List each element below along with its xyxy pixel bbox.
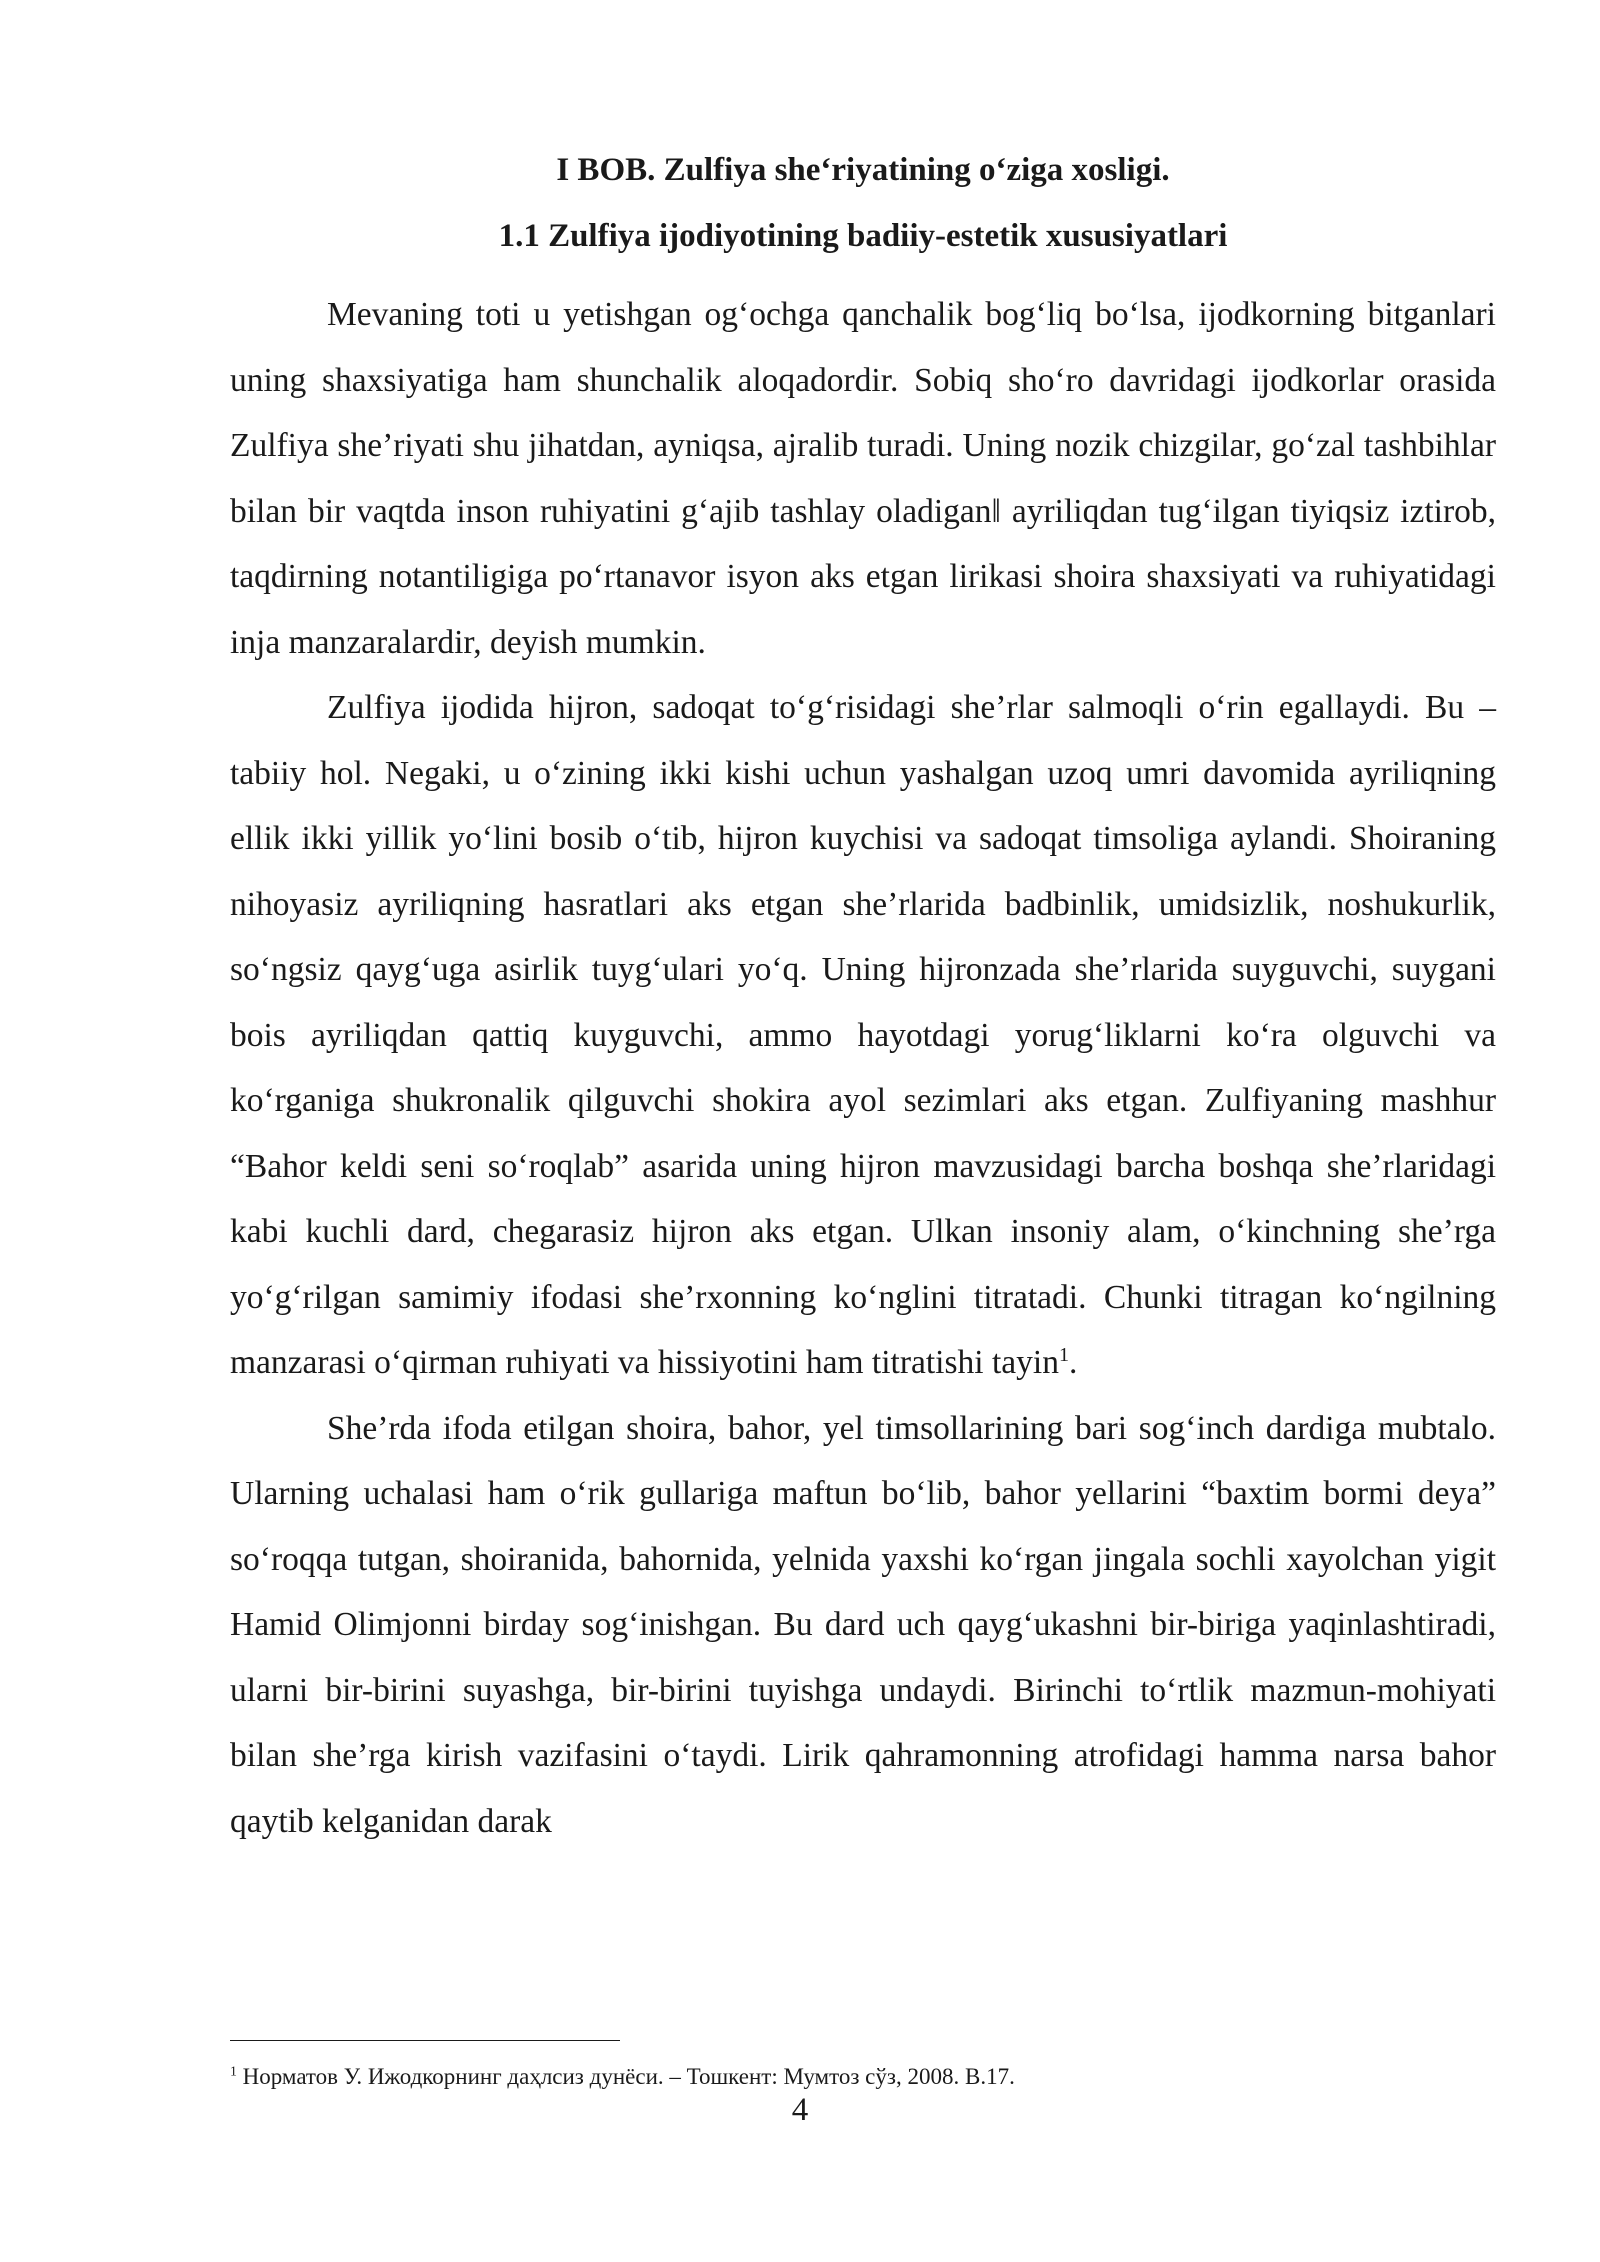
paragraph-2-end: . xyxy=(1069,1344,1078,1381)
paragraph-2-text: Zulfiya ijodida hijron, sadoqat to‘g‘risidagi she’rlar salmoqli o‘rin egallaydi. Bu – tabiiy hol. Negaki, u o‘zining ikki kishi uchun yashalgan uzoq umri davomida ayriliqning ellik ikki yillik yo‘lini bosib o‘tib, hijron kuychisi va sadoqat timsoliga aylandi. Shoiraning nihoyasiz ayriliqning hasratlari aks etgan she’rlarida badbinlik, umidsizlik, noshukurlik, so‘ngsiz qayg‘uga asirlik tuyg‘ulari yo‘q. Uning hijronzada she’rlarida suyguvchi, suygani bois ayriliqdan qattiq kuyguvchi, ammo hayotdagi yorug‘liklarni ko‘ra olguvchi va ko‘rganiga shukronalik qilguvchi shokira ayol sezimlari aks etgan. Zulfiyaning mashhur “Bahor keldi seni so‘roqlab” asarida uning hijron mavzusidagi barcha boshqa she’rlaridagi kabi kuchli dard, chegarasiz hijron aks etgan. Ulkan insoniy alam, o‘kinchning she’rga yo‘g‘rilgan samimiy ifodasi she’rxonning ko‘nglini titratadi. Chunki titragan ko‘ngilning manzarasi o‘qirman ruhiyati va hissiyotini ham titratishi tayin xyxy=(230,689,1496,1381)
footnote-number: 1 xyxy=(230,2063,237,2079)
section-title: 1.1 Zulfiya ijodiyotining badiiy-estetik xususiyatlari xyxy=(498,218,1228,254)
paragraph-2 xyxy=(230,675,1496,1396)
page-body xyxy=(230,150,1496,1854)
footnote-area xyxy=(230,2040,1496,2091)
paragraph-1: Mevaning toti u yetishgan og‘ochga qanchalik bog‘liq bo‘lsa, ijodkorning bitganlari uning shaxsiyatiga ham shunchalik aloqadordir. Sobiq sho‘ro davridagi ijodkorlar orasida Zulfiya she’riyati shu jihatdan, ayniqsa, ajralib turadi. Uning nozik chizgilar, go‘zal tashbihlar bilan bir vaqtda inson ruhiyatini g‘ajib tashlay oladigan‖ ayriliqdan tug‘ilgan tiyiqsiz iztirob, taqdirning notantiligiga po‘rtanavor isyon aks etgan lirikasi shoira shaxsiyati va ruhiyatidagi inja manzaralardir, deyish mumkin. xyxy=(230,296,1496,661)
page-number: 4 xyxy=(791,2092,809,2128)
footnote-text: Норматов У. Ижодкорнинг даҳлсиз дунёси. – Тошкент: Мумтоз сўз, 2008. B.17. xyxy=(236,2064,1015,2089)
footnote-separator xyxy=(230,2040,620,2041)
footnote xyxy=(230,2063,1496,2091)
footnote-reference[interactable]: 1 xyxy=(1058,1343,1069,1366)
paragraph-3: She’rda ifoda etilgan shoira, bahor, yel timsollarining bari sog‘inch dardiga mubtalo. Ularning uchalasi ham o‘rik gullariga maftun bo‘lib, bahor yellarini “baxtim bormi deya” so‘roqqa tutgan, shoiranida, bahornida, yelnida yaxshi ko‘rgan jingala sochli xayolchan yigit Hamid Olimjonni birday sog‘inishgan. Bu dard uch qayg‘ukashni bir-biriga yaqinlashtiradi, ularni bir-birini suyashga, bir-birini tuyishga undaydi. Birinchi to‘rtlik mazmun-mohiyati bilan she’rga kirish vazifasini o‘taydi. Lirik qahramonning atrofidagi hamma narsa bahor qaytib kelganidan darak xyxy=(230,1409,1496,1840)
chapter-title: I BOB. Zulfiya she‘riyatining o‘ziga xosligi. xyxy=(556,152,1170,188)
